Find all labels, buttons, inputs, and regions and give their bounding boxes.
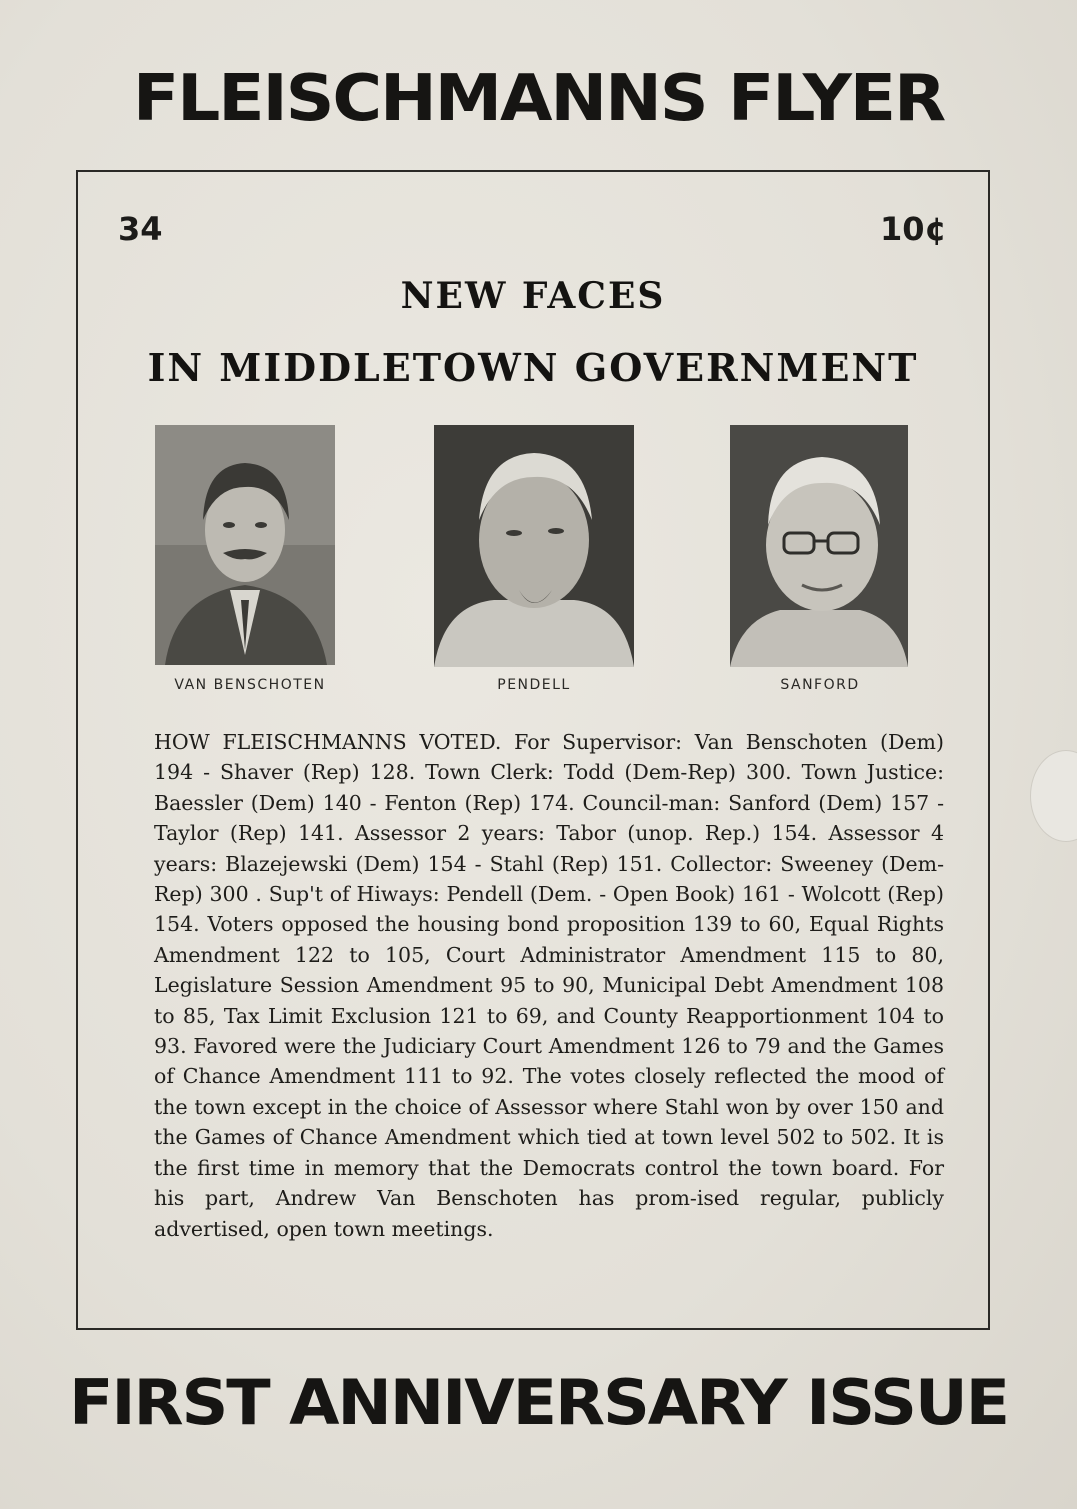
caption-sanford: SANFORD bbox=[780, 677, 860, 693]
caption-van-benschoten: VAN BENSCHOTEN bbox=[174, 677, 326, 693]
portrait-photo-sanford bbox=[730, 425, 908, 667]
headline-line-2: IN MIDDLETOWN GOVERNMENT bbox=[147, 345, 919, 390]
issue-number: 34 bbox=[118, 210, 163, 248]
issue-price: 10¢ bbox=[880, 210, 947, 248]
masthead-title: FLEISCHMANNS FLYER bbox=[132, 62, 945, 136]
headline-line-1: NEW FACES bbox=[400, 275, 666, 317]
caption-pendell: PENDELL bbox=[497, 677, 571, 693]
portrait-photo-pendell bbox=[434, 425, 634, 667]
article-body: HOW FLEISCHMANNS VOTED. For Supervisor: Van Benschoten (Dem) 194 - Shaver (Rep) 128. Town Clerk: Todd (Dem-Rep) 300. Town Justice: Baessler (Dem) 140 - Fenton (Rep) 174. Council-man: Sanford (Dem) 157 - Taylor (Rep) 141. Assessor 2 years: Tabor (unop. Rep.) 154. Assessor 4 years: Blazejewski (Dem) 154 - Stahl (Rep) 151. Collector: Sweeney (Dem-Rep) 300 . Sup't of Hiways: Pendell (Dem. - Open Book) 161 - Wolcott (Rep) 154. Voters opposed the housing bond proposition 139 to 60, Equal Rights Amendment 122 to 105, Court Administrator Amendment 115 to 80, Legislature Session Amendment 95 to 90, Municipal Debt Amendment 108 to 85, Tax Limit Exclusion 121 to 69, and County Reapportionment 104 to 93. Favored were the Judiciary Court Amendment 126 to 79 and the Games of Chance Amendment 111 to 92. The votes closely reflected the mood of the town except in the choice of Assessor where Stahl won by over 150 and the Games of Chance Amendment which tied at town level 502 to 502. It is the first time in memory that the Democrats control the town board. For his part, Andrew Van Benschoten has prom-ised regular, publicly advertised, open town meetings. bbox=[154, 730, 944, 1241]
portrait-photo-van-benschoten bbox=[155, 425, 335, 665]
footer-title: FIRST ANNIVERSARY ISSUE bbox=[68, 1366, 1009, 1439]
